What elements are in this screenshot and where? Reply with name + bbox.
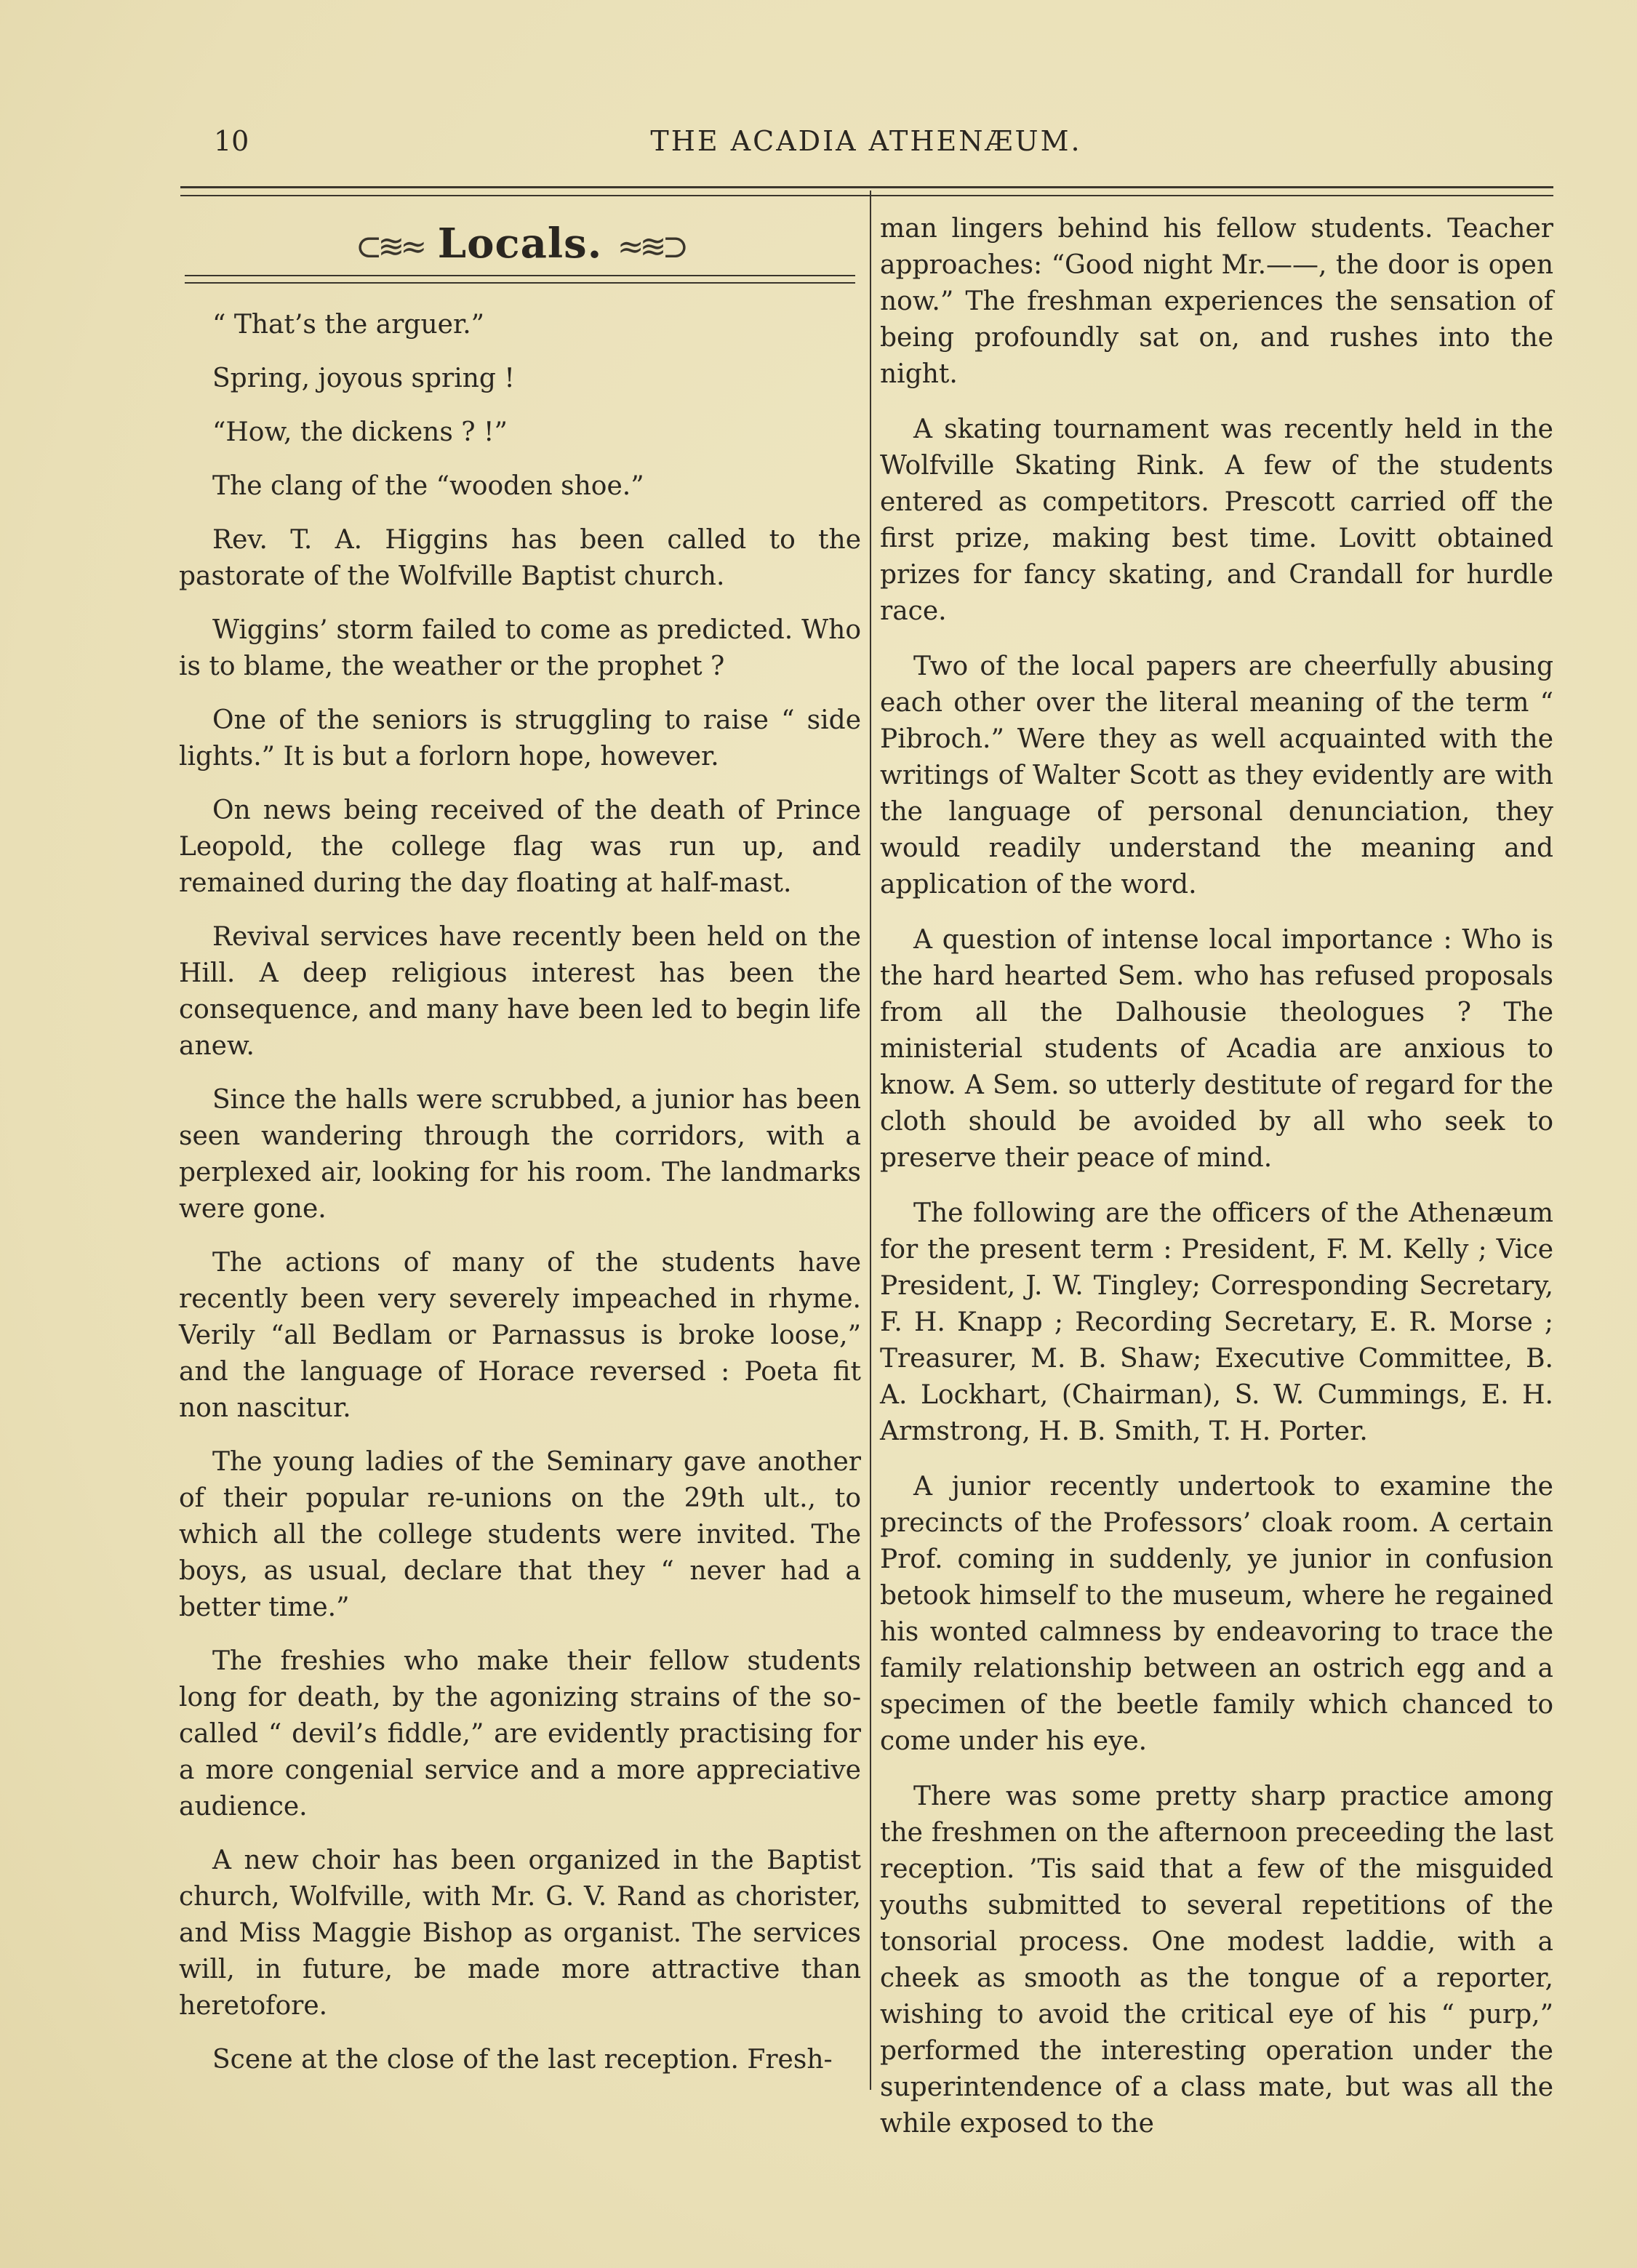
paragraph: “How, the dickens ? !”: [212, 417, 508, 447]
paragraph: The actions of many of the students have recently been very severely impeached in rhyme. Verily “all Bedlam or Parnassus is broke loose,” and the language of Horace reversed : Poeta fit non nascitur.: [179, 1248, 861, 1423]
header-rule-top: [180, 186, 1553, 188]
header-rule-bottom: [180, 195, 1553, 196]
paragraph: One of the seniors is struggling to raise “ side lights.” It is but a forlorn hope, however.: [179, 705, 861, 772]
paragraph: A question of intense local importance : Who is the hard hearted Sem. who has refused proposals from all the Dalhousie theologues ? The ministerial students of Acadia are anxious to know. A Sem. so utterly destitute of regard for the cloth should be avoided by all who seek to preserve their peace of mind.: [880, 925, 1553, 1173]
scroll-ornament-right-icon: ≈≋⊃: [617, 228, 685, 265]
locals-masthead: [179, 211, 861, 292]
paragraph: A junior recently undertook to examine the precincts of the Professors’ cloak room. A certain Prof. coming in suddenly, ye junior in confusion betook himself to the museum, where he regained his wonted calmness by endeavoring to trace the family relationship between an ostrich egg and a specimen of the beetle family which chanced to come under his eye.: [880, 1472, 1553, 1756]
paragraph: The following are the officers of the Athenæum for the present term : President, F. M. Kelly ; Vice President, J. W. Tingley; Corresponding Secretary, F. H. Knapp ; Recording Secretary, E. R. Morse ; Treasurer, M. B. Shaw; Executive Committee, B. A. Lockhart, (Chairman), S. W. Cummings, E. H. Armstrong, H. B. Smith, T. H. Porter.: [880, 1198, 1553, 1446]
paragraph: Since the halls were scrubbed, a junior has been seen wandering through the corridors, with a perplexed air, looking for his room. The landmarks were gone.: [179, 1085, 861, 1224]
paragraph: Spring, joyous spring !: [212, 364, 515, 393]
paragraph: A new choir has been organized in the Baptist church, Wolfville, with Mr. G. V. Rand as chorister, and Miss Maggie Bishop as organist. The services will, in future, be made more attractive than heretofore.: [179, 1846, 861, 2021]
page-number: 10: [214, 125, 249, 157]
paragraph: “ That’s the arguer.”: [212, 310, 485, 340]
paragraph: Revival services have recently been held on the Hill. A deep religious interest has been the consequence, and many have been led to begin life anew.: [179, 922, 861, 1061]
scroll-ornament-left-icon: ⊂≋≈: [355, 228, 423, 265]
paragraph: On news being received of the death of Prince Leopold, the college flag was run up, and remained during the day floating at half-mast.: [179, 796, 861, 898]
paragraph: A skating tournament was recently held in the Wolfville Skating Rink. A few of the students entered as competitors. Prescott carried off the first prize, making best time. Lovitt obtained prizes for fancy skating, and Crandall for hurdle race.: [880, 414, 1553, 626]
journal-title: THE ACADIA ATHENÆUM.: [650, 125, 1082, 157]
paragraph: Rev. T. A. Higgins has been called to the pastorate of the Wolfville Baptist church.: [179, 525, 861, 591]
paragraph: The clang of the “wooden shoe.”: [212, 471, 644, 501]
masthead-rule-bottom: [185, 282, 855, 284]
paragraph: The freshies who make their fellow students long for death, by the agonizing strains of the so-called “ devil’s fiddle,” are evidently practising for a more congenial service and a more appreciative audience.: [179, 1646, 861, 1822]
paragraph: There was some pretty sharp practice among the freshmen on the afternoon preceeding the last reception. ’Tis said that a few of the misguided youths submitted to several repetitions of the tonsorial process. One modest laddie, with a cheek as smooth as the tongue of a reporter, wishing to avoid the critical eye of his “ purp,” performed the interesting operation under the superintendence of a class mate, but was all the while exposed to the: [880, 1782, 1553, 2139]
section-title: Locals.: [437, 220, 603, 268]
paragraph: man lingers behind his fellow students. Teacher approaches: “Good night Mr.——, the door is open now.” The freshman experiences the sensation of being profoundly sat on, and rushes into the night.: [880, 214, 1553, 389]
paragraph: Scene at the close of the last reception. Fresh-: [212, 2045, 833, 2075]
right-column: [880, 211, 1553, 2161]
masthead-rule-top: [185, 275, 855, 276]
paragraph: The young ladies of the Seminary gave another of their popular re-unions on the 29th ult., to which all the college students were invited. The boys, as usual, declare that they “ never had a better time.”: [179, 1447, 861, 1622]
left-column: [179, 211, 861, 2096]
running-head: [179, 125, 1553, 169]
column-divider: [870, 191, 871, 2090]
paragraph: Two of the local papers are cheerfully abusing each other over the literal meaning of the term “ Pibroch.” Were they as well acquainted with the writings of Walter Scott as they evidently are with the language of personal denunciation, they would readily understand the meaning and application of the word.: [880, 652, 1553, 899]
paragraph: Wiggins’ storm failed to come as predicted. Who is to blame, the weather or the prophet ?: [179, 615, 861, 681]
